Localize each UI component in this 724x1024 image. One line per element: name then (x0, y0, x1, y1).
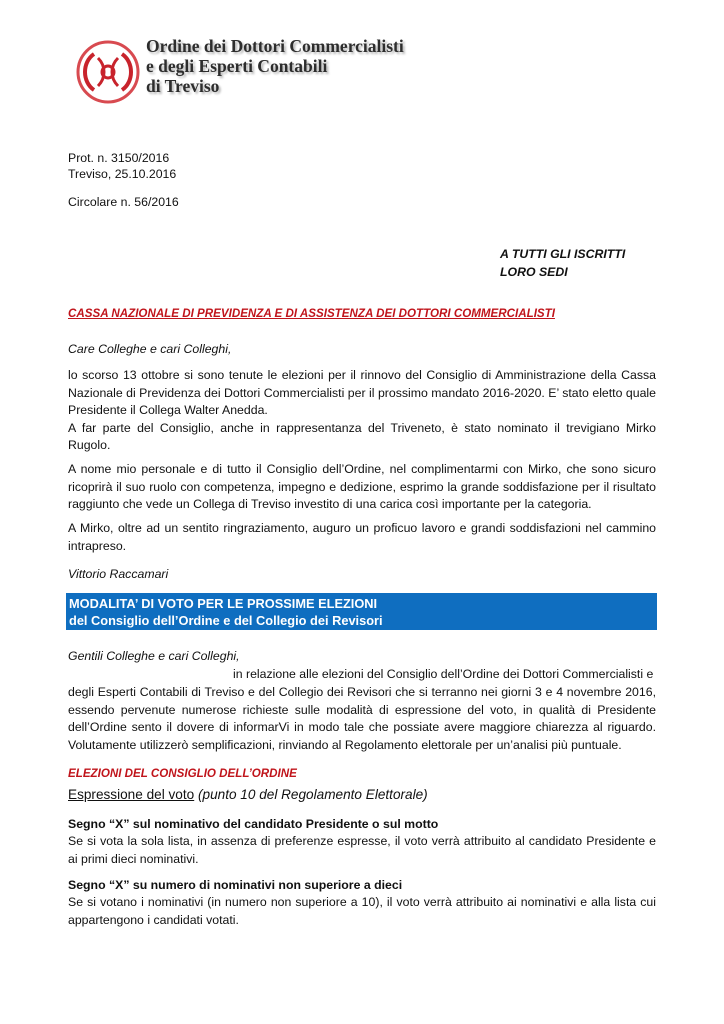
section-title-cassa: CASSA NAZIONALE DI PREVIDENZA E DI ASSISTENZA DEI DOTTORI COMMERCIALISTI (68, 307, 555, 320)
logo-emblem-icon (72, 32, 144, 112)
subtitle-elezioni-consiglio: ELEZIONI DEL CONSIGLIO DELL’ORDINE (68, 767, 297, 780)
banner-line2: del Consiglio dell’Ordine e del Collegio dei Revisori (69, 613, 383, 628)
paragraph-intro-first: in relazione alle elezioni del Consiglio dell’Ordine dei Dottori Commercialisti e (233, 667, 654, 681)
paragraph-intro-rest: degli Esperti Contabili di Treviso e del Collegio dei Revisori che si terranno nei giorni 3 e 4 novembre 2016, essendo pervenute numerose richieste sulle modalità di espressione del voto, in qualità di Presidente dell’Ordine sento il dovere di informarVi in modo tale che possiate avere maggiore chiarezza al riguardo. Volutamente utilizzerò semplificazioni, rinviando al Regolamento elettorale per un’analisi più puntuale. (68, 685, 656, 752)
rule1-title: Segno “X” sul nominativo del candidato Presidente o sul motto (68, 817, 439, 831)
paragraph-elezioni-cassa-a: lo scorso 13 ottobre si sono tenute le elezioni per il rinnovo del Consiglio di Amministrazione della Cassa Nazionale di Previdenza dei Dottori Commercialisti per il prossimo mandato 2016-2020. E’ stato eletto quale Presidente il Collega Walter Anedda. (68, 368, 656, 417)
org-name-line3: di Treviso (146, 76, 220, 96)
recipients-line1: A TUTTI GLI ISCRITTI (500, 247, 626, 261)
paragraph-elezioni-cassa-b: A far parte del Consiglio, anche in rappresentanza del Triveneto, è stato nominato il trevigiano Mirko Rugolo. (68, 420, 656, 452)
circolare-number: Circolare n. 56/2016 (68, 195, 179, 209)
heading-espressione-voto (68, 786, 428, 803)
paragraph-elezioni-cassa (68, 367, 656, 455)
greeting-2: Gentili Colleghe e cari Colleghi, (68, 649, 240, 663)
section-banner (66, 593, 657, 630)
place-date: Treviso, 25.10.2016 (68, 167, 177, 181)
org-logo (72, 30, 412, 116)
org-name-line1: Ordine dei Dottori Commercialisti (146, 36, 404, 56)
recipients-line2: LORO SEDI (500, 265, 568, 279)
banner-line1: MODALITA’ DI VOTO PER LE PROSSIME ELEZIONI (69, 596, 378, 611)
org-name (146, 36, 404, 96)
paragraph-complimenti: A nome mio personale e di tutto il Consiglio dell’Ordine, nel complimentarmi con Mirko, che sono sicuro ricoprirà il suo ruolo con competenza, impegno e dedizione, esprimo la grande soddisfazione per il risultato raggiunto che vede un Collega di Treviso investito di una carica così importante per la categoria. (68, 462, 656, 511)
rule2-text: Se si votano i nominativi (in numero non superiore a 10), il voto verrà attribuito ai nominativi e alla lista cui appartengono i candidati votati. (68, 895, 656, 927)
paragraph-ringraziamento: A Mirko, oltre ad un sentito ringraziamento, auguro un proficuo lavoro e grandi soddisfazioni nel cammino intrapreso. (68, 521, 656, 553)
greeting-1: Care Colleghe e cari Colleghi, (68, 342, 232, 356)
heading-espressione-voto-note: (punto 10 del Regolamento Elettorale) (197, 787, 428, 802)
signature: Vittorio Raccamari (68, 567, 169, 581)
rule2-title: Segno “X” su numero di nominativi non superiore a dieci (68, 878, 403, 892)
protocol-number: Prot. n. 3150/2016 (68, 151, 170, 165)
rule1-text: Se si vota la sola lista, in assenza di preferenze espresse, il voto verrà attribuito al candidato Presidente e ai primi dieci nominativi. (68, 834, 656, 866)
heading-espressione-voto-label: Espressione del voto (68, 787, 195, 802)
org-name-line2: e degli Esperti Contabili (146, 56, 328, 76)
